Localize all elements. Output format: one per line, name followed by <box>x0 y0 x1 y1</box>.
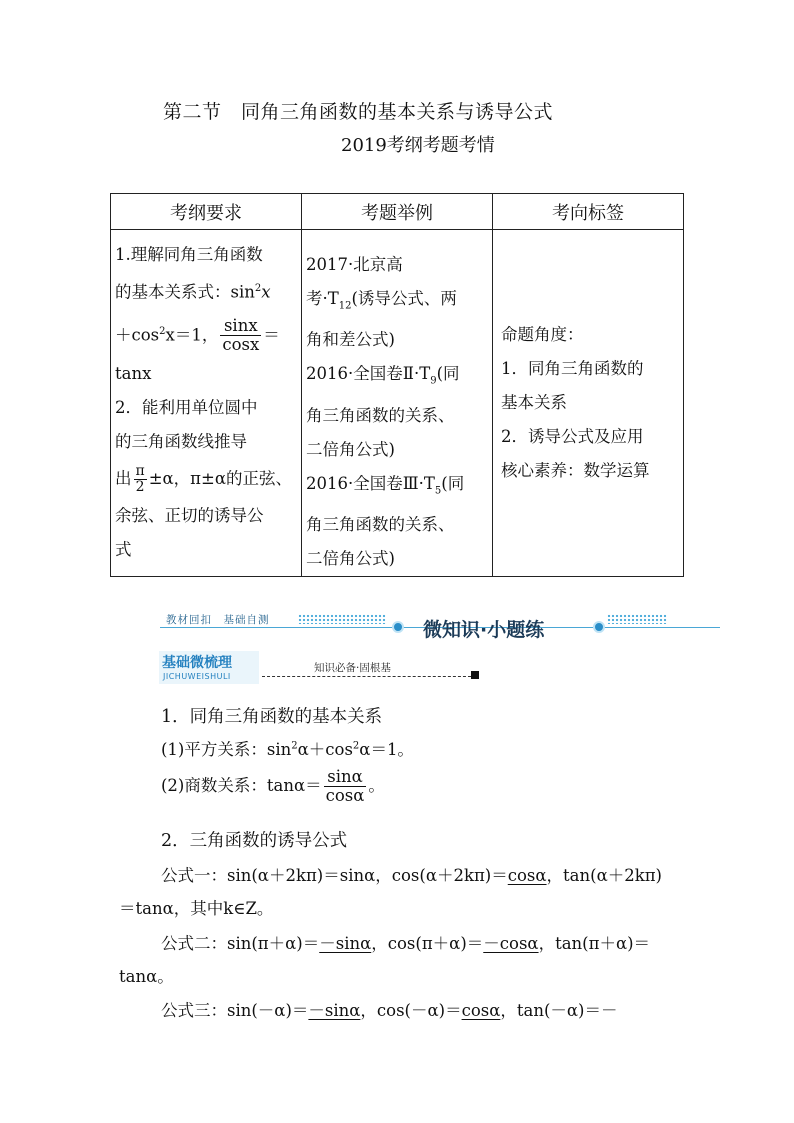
page-title: 第二节 同角三角函数的基本关系与诱导公式 <box>163 101 554 123</box>
fraction-denominator: cosα <box>325 786 365 806</box>
paragraph <box>161 930 650 954</box>
requirements-cell <box>111 230 302 577</box>
section-heading: 2．三角函数的诱导公式 <box>161 831 348 851</box>
text: (同 <box>441 473 465 493</box>
text-line: 余弦、正切的诱导公 <box>115 506 264 526</box>
fraction-denominator: cosx <box>222 335 260 355</box>
answer-blank: cosα <box>507 866 547 885</box>
paragraph <box>161 862 662 886</box>
text: 公式三：sin(－α)＝ <box>161 1001 309 1020</box>
text-line: 1.理解同角三角函数 <box>115 245 263 265</box>
text: 公式二：sin(π＋α)＝ <box>161 934 320 953</box>
superscript: 2 <box>352 740 360 752</box>
table-row <box>111 230 684 577</box>
subscript: 9 <box>430 375 437 387</box>
examples-cell <box>302 230 493 577</box>
text-line: 式 <box>115 540 132 560</box>
tag-caption: 知识必备·固根基 <box>314 662 391 674</box>
text-line: 1．同角三角函数的 <box>501 358 644 378</box>
answer-blank: －sinα <box>319 934 372 953</box>
tag-pinyin: JICHUWEISHULI <box>163 672 231 681</box>
dashed-line <box>262 676 476 677</box>
text: ，cos(－α)＝ <box>360 1001 462 1020</box>
answer-blank: －sinα <box>308 1001 361 1020</box>
bullet-circle-icon <box>593 621 605 633</box>
text: 公式一：sin(α＋2kπ)＝sinα，cos(α＋2kπ)＝ <box>161 866 508 885</box>
table-header-cell: 考题举例 <box>302 194 493 230</box>
text: ＝ <box>263 325 280 345</box>
text: 考·T <box>306 289 339 308</box>
text-line: 二倍角公式) <box>306 439 395 459</box>
tags-cell <box>493 230 684 577</box>
text: 2016·全国卷Ⅲ·T <box>306 473 435 493</box>
text-line: 的三角函数线推导 <box>115 432 247 452</box>
text-line: tanx <box>115 364 152 384</box>
text-line: 角和差公式) <box>306 330 395 350</box>
paragraph: tanα。 <box>119 967 174 986</box>
fraction <box>134 464 147 496</box>
text: x＝1， <box>165 325 219 345</box>
text-line: 2．诱导公式及应用 <box>501 426 644 446</box>
bullet-circle-icon <box>392 621 404 633</box>
dot-pattern-decoration <box>607 614 667 624</box>
text-line: 二倍角公式) <box>306 548 395 568</box>
superscript: 2 <box>159 325 166 337</box>
answer-blank: cosα <box>461 1001 501 1020</box>
section-bar-label: 教材回扣 基础自测 <box>166 614 270 626</box>
fraction <box>220 317 261 354</box>
text: α＋cos <box>297 740 353 759</box>
variable: x <box>261 282 271 302</box>
text-line: 角三角函数的关系、 <box>306 514 455 534</box>
text-line: 核心素养：数学运算 <box>501 460 650 480</box>
paragraph <box>161 736 414 760</box>
text: 2016·全国卷Ⅱ·T <box>306 364 431 384</box>
tag-label: 基础微梳理 <box>162 655 232 671</box>
text-line: 2017·北京高 <box>306 255 403 274</box>
text: ＋cos <box>115 325 160 345</box>
text: ，cos(π＋α)＝ <box>371 934 484 953</box>
text: (1)平方关系：sin <box>161 740 292 759</box>
text-line <box>306 467 488 508</box>
paragraph: ＝tanα，其中k∈Z。 <box>119 899 274 918</box>
section-heading: 1．同角三角函数的基本关系 <box>161 707 383 727</box>
fraction-numerator: sinα <box>324 768 367 787</box>
text: 的基本关系式：sin <box>115 282 255 302</box>
text: (同 <box>436 364 460 384</box>
text-line: 2．能利用单位圆中 <box>115 398 258 418</box>
superscript: 2 <box>291 740 298 752</box>
dot-pattern-decoration <box>298 614 386 624</box>
paragraph <box>161 997 618 1021</box>
fraction-numerator: sinx <box>220 317 261 336</box>
superscript: 2 <box>254 283 262 295</box>
fraction <box>324 768 367 805</box>
answer-blank: －cosα <box>483 934 539 953</box>
text: (2)商数关系：tanα＝ <box>161 776 322 796</box>
fraction-denominator: 2 <box>135 479 145 496</box>
text: 出 <box>115 469 132 489</box>
text: α＝1。 <box>359 740 414 759</box>
text-line <box>115 272 297 310</box>
text-line <box>306 357 488 398</box>
paragraph <box>161 768 385 805</box>
text-line: 基本关系 <box>501 392 567 412</box>
text-line <box>306 282 488 323</box>
subscript: 5 <box>434 484 442 496</box>
text-line: 角三角函数的关系、 <box>306 405 455 425</box>
text-line <box>115 310 297 358</box>
section-title: 微知识·小题练 <box>423 619 545 641</box>
table-header-cell: 考纲要求 <box>111 194 302 230</box>
fraction-numerator: π <box>135 463 145 480</box>
text: ±α，π±α的正弦、 <box>148 469 292 489</box>
text-line: 命题角度： <box>501 324 584 344</box>
syllabus-table <box>110 193 684 577</box>
table-header-cell: 考向标签 <box>493 194 684 230</box>
text: ，tan(π＋α)＝ <box>538 934 651 953</box>
text: 。 <box>368 776 385 796</box>
square-marker-icon <box>471 671 479 679</box>
text-line <box>115 459 297 499</box>
text: (诱导公式、两 <box>351 289 457 308</box>
page-subtitle: 2019考纲考题考情 <box>341 135 495 156</box>
subscript: 12 <box>338 300 352 312</box>
table-header-row <box>111 194 684 230</box>
text: ，tan(－α)＝－ <box>500 1001 618 1020</box>
text: ，tan(α＋2kπ) <box>546 866 662 885</box>
